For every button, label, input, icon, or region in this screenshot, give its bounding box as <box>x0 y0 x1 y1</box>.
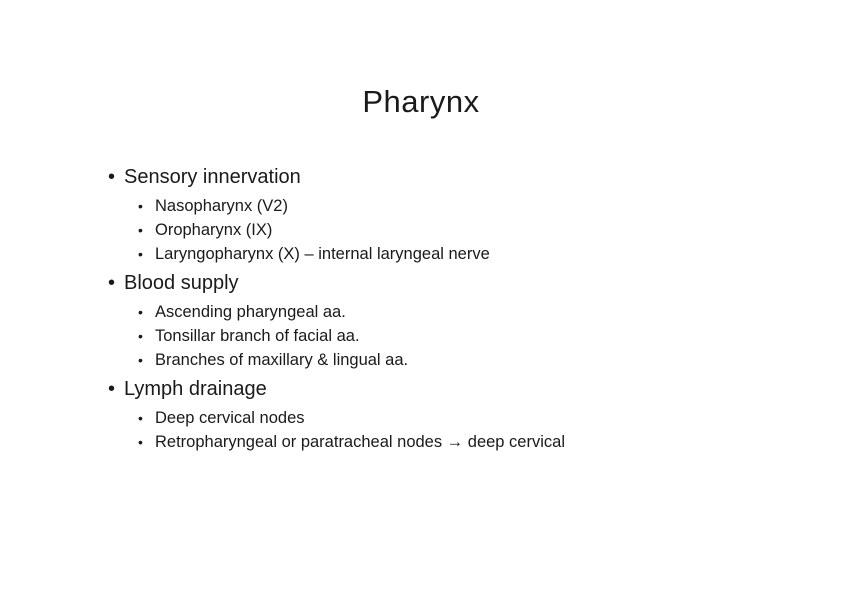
list-item <box>138 218 808 242</box>
item-text: Branches of maxillary & lingual aa. <box>155 351 409 369</box>
list-item <box>138 324 808 348</box>
heading-text: Blood supply <box>124 272 239 294</box>
bullet-icon: • <box>138 222 143 238</box>
bullet-icon: • <box>138 328 143 344</box>
bullet-icon: • <box>138 434 143 450</box>
bullet-icon: • <box>108 378 116 400</box>
heading-text: Lymph drainage <box>124 378 267 400</box>
bullet-heading <box>108 164 808 190</box>
bullet-list <box>108 164 808 454</box>
section-blood-supply <box>108 270 808 372</box>
sub-list <box>138 406 808 454</box>
item-text: Nasopharynx (V2) <box>155 197 288 215</box>
list-item <box>138 406 808 430</box>
bullet-icon: • <box>108 272 116 294</box>
bullet-heading <box>108 270 808 296</box>
item-text: Deep cervical nodes <box>155 409 305 427</box>
item-text: Oropharynx (IX) <box>155 221 273 239</box>
bullet-icon: • <box>138 246 143 262</box>
item-text: Tonsillar branch of facial aa. <box>155 327 360 345</box>
list-item <box>138 348 808 372</box>
bullet-icon: • <box>138 410 143 426</box>
bullet-icon: • <box>138 198 143 214</box>
item-text: Laryngopharynx (X) – internal laryngeal nerve <box>155 245 490 263</box>
section-sensory-innervation <box>108 164 808 266</box>
item-text: Ascending pharyngeal aa. <box>155 303 346 321</box>
bullet-heading <box>108 376 808 402</box>
bullet-icon: • <box>108 166 116 188</box>
bullet-icon: • <box>138 352 143 368</box>
sub-list <box>138 300 808 372</box>
item-text: Retropharyngeal or paratracheal nodes → deep cervical <box>155 433 565 451</box>
list-item <box>138 430 808 454</box>
slide-title: Pharynx <box>362 84 480 119</box>
list-item <box>138 300 808 324</box>
section-lymph-drainage <box>108 376 808 454</box>
bullet-icon: • <box>138 304 143 320</box>
heading-text: Sensory innervation <box>124 166 301 188</box>
list-item <box>138 194 808 218</box>
sub-list <box>138 194 808 266</box>
list-item <box>138 242 808 266</box>
